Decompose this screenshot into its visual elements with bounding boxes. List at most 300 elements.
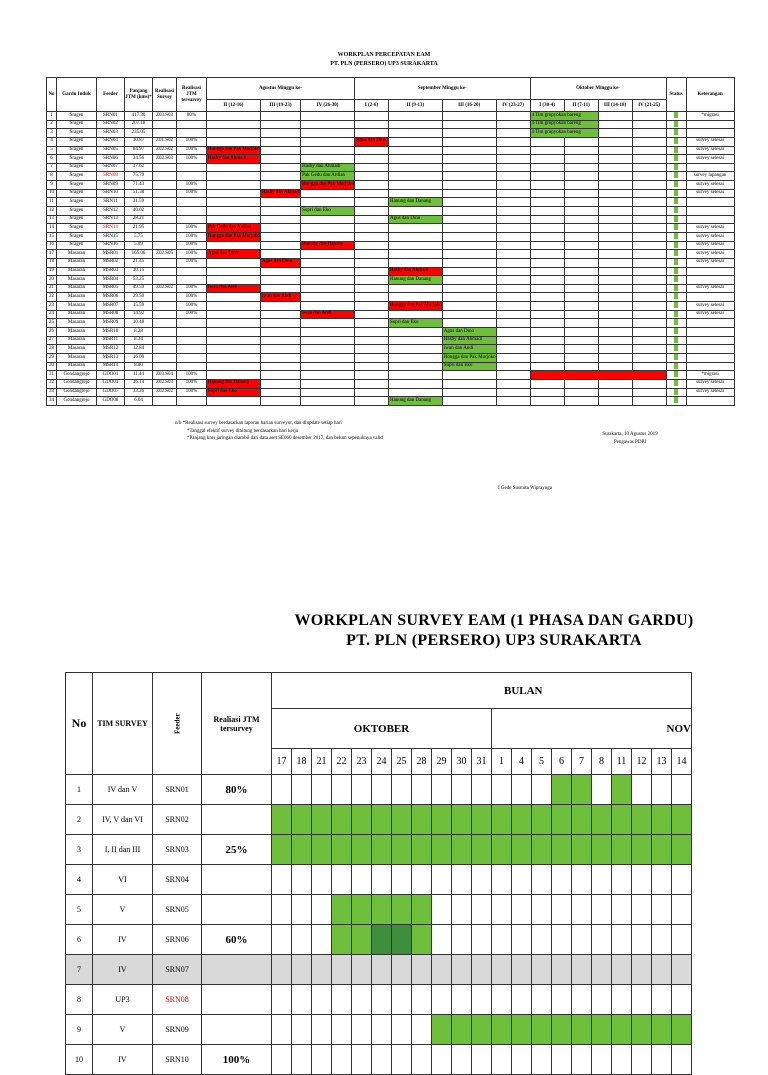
- cell-rs: Z03.S03: [153, 112, 177, 121]
- day-header: 21: [312, 749, 332, 775]
- gantt-bar: Hongga dan Pak Murjoko: [207, 232, 261, 241]
- day-cell: [492, 1045, 512, 1075]
- gantt-cell: [598, 146, 632, 155]
- survey-real: 25%: [202, 835, 272, 865]
- cell-rs: [153, 232, 177, 241]
- day-cell: [672, 985, 692, 1015]
- h2-nov: NOV: [492, 709, 692, 749]
- gantt-cell: [598, 319, 632, 328]
- gantt-cell: [496, 198, 530, 207]
- survey-tim: V: [93, 1015, 153, 1045]
- gantt-cell: [564, 319, 598, 328]
- table-row: [47, 310, 735, 319]
- day-cell: [552, 775, 572, 805]
- day-cell: [472, 895, 492, 925]
- cell-rj: [177, 362, 207, 371]
- day-cell: [432, 955, 452, 985]
- survey-no: 9: [66, 1015, 93, 1045]
- survey-real: [202, 805, 272, 835]
- day-header: 30: [452, 749, 472, 775]
- gantt-cell: [632, 189, 666, 198]
- cell-rs: [153, 198, 177, 207]
- cell-rs: [153, 241, 177, 250]
- status-cell: [666, 267, 686, 276]
- day-cell: [412, 895, 432, 925]
- cell-no: 25: [47, 319, 57, 328]
- day-cell: [312, 805, 332, 835]
- gantt-cell: [598, 353, 632, 362]
- status-cell: [666, 181, 686, 190]
- day-cell: [632, 775, 652, 805]
- gantt-cell: [260, 345, 300, 354]
- cell-rj: 100%: [177, 293, 207, 302]
- gantt-cell: [354, 371, 388, 380]
- day-cell: [492, 895, 512, 925]
- gantt-cell: [530, 172, 564, 181]
- cell-f: MSR03: [97, 267, 125, 276]
- cell-f: SRN01: [97, 112, 125, 121]
- day-cell: [432, 865, 452, 895]
- day-cell: [272, 1045, 292, 1075]
- survey-row: [66, 835, 692, 865]
- gantt-cell: [632, 258, 666, 267]
- gantt-cell: [442, 319, 496, 328]
- day-cell: [352, 985, 372, 1015]
- gantt-cell: [598, 189, 632, 198]
- day-cell: [532, 865, 552, 895]
- gantt-cell: [632, 310, 666, 319]
- gantt-cell: [301, 189, 355, 198]
- status-cell: [666, 258, 686, 267]
- day-cell: [652, 1045, 672, 1075]
- gantt-cell: [207, 345, 261, 354]
- cell-no: 19: [47, 267, 57, 276]
- gantt-cell: [530, 388, 564, 397]
- week-header: II (12-16): [207, 100, 261, 112]
- gantt-cell: [301, 345, 355, 354]
- day-cell: [512, 805, 532, 835]
- cell-f: SRN12: [97, 207, 125, 216]
- gantt-cell: [260, 336, 300, 345]
- gantt-cell: [530, 198, 564, 207]
- gantt-cell: [301, 276, 355, 285]
- week-header: IV (21-25): [632, 100, 666, 112]
- gantt-bar: Iwan dan Andi: [301, 310, 355, 319]
- day-cell: [552, 895, 572, 925]
- day-cell: [572, 1015, 592, 1045]
- gantt-cell: [354, 181, 388, 190]
- cell-gi: Sragen: [57, 129, 97, 138]
- cell-f: MSR13: [97, 353, 125, 362]
- day-cell: [272, 835, 292, 865]
- gantt-cell: [564, 181, 598, 190]
- day-cell: [292, 775, 312, 805]
- gantt-cell: [530, 267, 564, 276]
- day-cell: [592, 895, 612, 925]
- gantt-cell: [260, 112, 300, 121]
- status-cell: [666, 155, 686, 164]
- survey-tim: IV: [93, 1045, 153, 1075]
- gantt-cell: [207, 276, 261, 285]
- cell-gi: Masaran: [57, 258, 97, 267]
- gantt-cell: [207, 302, 261, 311]
- status-indicator: [674, 233, 678, 239]
- cell-no: 31: [47, 371, 57, 380]
- day-cell: [612, 775, 632, 805]
- cell-rj: [177, 345, 207, 354]
- gantt-cell: [260, 362, 300, 371]
- day-cell: [392, 925, 412, 955]
- day-cell: [452, 805, 472, 835]
- day-cell: [312, 835, 332, 865]
- gantt-cell: [207, 371, 261, 380]
- day-cell: [272, 775, 292, 805]
- cell-no: 4: [47, 137, 57, 146]
- gantt-cell: [354, 215, 388, 224]
- cell-rs: [153, 345, 177, 354]
- gantt-cell: [442, 379, 496, 388]
- cell-rs: [153, 224, 177, 233]
- gantt-cell: [354, 284, 388, 293]
- survey-real: 80%: [202, 775, 272, 805]
- status-indicator: [674, 337, 678, 343]
- gantt-cell: [354, 353, 388, 362]
- cell-gi: Sragen: [57, 189, 97, 198]
- cell-p: 49.59: [125, 284, 153, 293]
- gantt-cell: [496, 163, 530, 172]
- cell-no: 1: [47, 112, 57, 121]
- gantt-cell: [632, 181, 666, 190]
- gantt-cell: [564, 353, 598, 362]
- gantt-cell: [354, 345, 388, 354]
- day-cell: [432, 835, 452, 865]
- cell-k: [686, 198, 734, 207]
- table-row: [47, 198, 735, 207]
- cell-f: SRN14: [97, 224, 125, 233]
- gantt-cell: [388, 224, 442, 233]
- day-cell: [452, 925, 472, 955]
- status-cell: [666, 284, 686, 293]
- cell-gi: Masaran: [57, 267, 97, 276]
- gantt-cell: [442, 137, 496, 146]
- cell-rs: [153, 258, 177, 267]
- cell-k: survey selesai: [686, 379, 734, 388]
- gantt-cell: [598, 345, 632, 354]
- gantt-cell: [388, 172, 442, 181]
- cell-no: 8: [47, 172, 57, 181]
- gantt-cell: [496, 112, 530, 121]
- day-cell: [332, 865, 352, 895]
- gantt-cell: [388, 241, 442, 250]
- gantt-cell: [442, 388, 496, 397]
- cell-no: 32: [47, 379, 57, 388]
- table-row: [47, 120, 735, 129]
- gantt-bar: Hasby dan Ahmadi: [388, 267, 442, 276]
- day-cell: [512, 835, 532, 865]
- survey-subtitle: PT. PLN (PERSERO) UP3 SURAKARTA: [346, 632, 642, 649]
- gantt-cell: [598, 276, 632, 285]
- day-cell: [372, 955, 392, 985]
- cell-p: 37.62: [125, 163, 153, 172]
- gantt-cell: [207, 353, 261, 362]
- gantt-cell: [260, 241, 300, 250]
- h2-no: No: [66, 673, 93, 775]
- gantt-cell: [260, 397, 300, 406]
- gantt-cell: [530, 293, 564, 302]
- status-cell: [666, 112, 686, 121]
- status-indicator: [674, 172, 678, 178]
- table-row: [47, 250, 735, 259]
- gantt-cell: [598, 137, 632, 146]
- table-row: [47, 276, 735, 285]
- day-cell: [632, 1015, 652, 1045]
- gantt-bar: Hongga dan Pak Murjoko: [388, 302, 442, 311]
- survey-f: SRN08: [153, 985, 202, 1015]
- gantt-cell: [260, 155, 300, 164]
- gantt-cell: [598, 388, 632, 397]
- gantt-cell: [530, 155, 564, 164]
- cell-no: 11: [47, 198, 57, 207]
- cell-p: 75.79: [125, 172, 153, 181]
- gantt-cell: [632, 163, 666, 172]
- day-cell: [272, 805, 292, 835]
- gantt-cell: [354, 362, 388, 371]
- gantt-cell: [354, 224, 388, 233]
- cell-rj: 100%: [177, 302, 207, 311]
- gantt-cell: [301, 258, 355, 267]
- gantt-cell: [598, 310, 632, 319]
- gantt-cell: [301, 224, 355, 233]
- day-cell: [432, 925, 452, 955]
- status-cell: [666, 250, 686, 259]
- gantt-cell: [564, 207, 598, 216]
- gantt-cell: [632, 146, 666, 155]
- day-cell: [532, 955, 552, 985]
- day-cell: [412, 1015, 432, 1045]
- gantt-cell: [564, 379, 598, 388]
- gantt-cell: [442, 120, 496, 129]
- day-header: 8: [592, 749, 612, 775]
- table-row: [47, 388, 735, 397]
- status-cell: [666, 362, 686, 371]
- gantt-cell: [632, 276, 666, 285]
- cell-f: SRN16: [97, 241, 125, 250]
- cell-p: 15.59: [125, 302, 153, 311]
- gantt-cell: [598, 379, 632, 388]
- day-header: 18: [292, 749, 312, 775]
- gantt-cell: [260, 181, 300, 190]
- day-cell: [492, 865, 512, 895]
- day-cell: [492, 805, 512, 835]
- day-cell: [312, 1015, 332, 1045]
- gantt-cell: [388, 232, 442, 241]
- day-cell: [432, 1015, 452, 1045]
- gantt-cell: [207, 137, 261, 146]
- cell-rs: Z03.S04: [153, 371, 177, 380]
- gantt-cell: [564, 241, 598, 250]
- survey-f: SRN01: [153, 775, 202, 805]
- cell-k: survey lapangan: [686, 172, 734, 181]
- day-header: 13: [652, 749, 672, 775]
- gantt-cell: [530, 189, 564, 198]
- gantt-cell: [354, 302, 388, 311]
- day-cell: [392, 805, 412, 835]
- status-cell: [666, 146, 686, 155]
- table-row: [47, 207, 735, 216]
- cell-k: *migrasi: [686, 112, 734, 121]
- cell-gi: Masaran: [57, 319, 97, 328]
- gantt-cell: [564, 232, 598, 241]
- gantt-cell: [496, 232, 530, 241]
- day-cell: [472, 835, 492, 865]
- gantt-cell: [354, 198, 388, 207]
- cell-p: 8.00: [125, 362, 153, 371]
- day-cell: [612, 985, 632, 1015]
- day-cell: [412, 835, 432, 865]
- cell-gi: Sragen: [57, 163, 97, 172]
- day-cell: [672, 955, 692, 985]
- h-panjang: Panjang JTM (kms)*: [125, 78, 153, 112]
- cell-rs: Z02.S02: [153, 146, 177, 155]
- table-row: [47, 379, 735, 388]
- cell-f: MSR11: [97, 336, 125, 345]
- gantt-cell: [442, 276, 496, 285]
- day-header: 17: [272, 749, 292, 775]
- cell-rj: 100%: [177, 379, 207, 388]
- day-cell: [532, 1015, 552, 1045]
- cell-rs: Z01.S02: [153, 137, 177, 146]
- cell-k: [686, 215, 734, 224]
- cell-k: *migrasi: [686, 371, 734, 380]
- table-row: [47, 362, 735, 371]
- cell-rj: 100%: [177, 258, 207, 267]
- h2-bulan: BULAN: [272, 673, 692, 709]
- cell-rs: Z02.S05: [153, 250, 177, 259]
- cell-rs: Z02.S03: [153, 155, 177, 164]
- survey-no: 1: [66, 775, 93, 805]
- gantt-cell: [388, 345, 442, 354]
- gantt-cell: [564, 388, 598, 397]
- day-cell: [652, 955, 672, 985]
- status-indicator: [674, 371, 678, 377]
- gantt-cell: [260, 319, 300, 328]
- cell-rj: 100%: [177, 284, 207, 293]
- cell-rs: [153, 129, 177, 138]
- cell-rs: [153, 181, 177, 190]
- gantt-cell: [388, 207, 442, 216]
- table-row: [47, 371, 735, 380]
- cell-k: [686, 336, 734, 345]
- gantt-cell: [496, 276, 530, 285]
- gantt-cell: [260, 207, 300, 216]
- cell-f: SRN05: [97, 146, 125, 155]
- gantt-cell: [388, 181, 442, 190]
- table-row: [47, 163, 735, 172]
- survey-no: 7: [66, 955, 93, 985]
- day-cell: [292, 1045, 312, 1075]
- day-cell: [572, 985, 592, 1015]
- gantt-cell: [632, 241, 666, 250]
- cell-rs: [153, 215, 177, 224]
- status-cell: [666, 224, 686, 233]
- cell-p: 71.43: [125, 181, 153, 190]
- day-cell: [272, 955, 292, 985]
- cell-k: survey selesai: [686, 189, 734, 198]
- day-cell: [312, 865, 332, 895]
- day-cell: [532, 985, 552, 1015]
- cell-gi: Sragen: [57, 207, 97, 216]
- gantt-cell: [388, 112, 442, 121]
- day-cell: [572, 865, 592, 895]
- gantt-cell: [207, 189, 261, 198]
- survey-row: [66, 865, 692, 895]
- cell-f: GDO08: [97, 397, 125, 406]
- day-cell: [552, 1045, 572, 1075]
- gantt-cell: [260, 137, 300, 146]
- day-cell: [592, 1045, 612, 1075]
- cell-gi: Sragen: [57, 181, 97, 190]
- day-cell: [352, 1015, 372, 1045]
- table-row: [47, 224, 735, 233]
- gantt-cell: [496, 155, 530, 164]
- day-cell: [292, 955, 312, 985]
- cell-gi: Sragen: [57, 172, 97, 181]
- day-cell: [272, 925, 292, 955]
- day-cell: [592, 1015, 612, 1045]
- cell-rs: [153, 336, 177, 345]
- day-header: 31: [472, 749, 492, 775]
- table-row: [47, 319, 735, 328]
- day-cell: [532, 895, 552, 925]
- gantt-cell: [564, 328, 598, 337]
- day-cell: [272, 865, 292, 895]
- status-indicator: [674, 129, 678, 135]
- table-row: [47, 336, 735, 345]
- day-cell: [392, 775, 412, 805]
- gantt-cell: [442, 172, 496, 181]
- gantt-cell: [496, 336, 530, 345]
- gantt-bar: Hanung dan Danang: [301, 241, 355, 250]
- cell-p: 5.09: [125, 241, 153, 250]
- cell-no: 27: [47, 336, 57, 345]
- day-cell: [312, 775, 332, 805]
- gantt-cell: [442, 310, 496, 319]
- cell-gi: Masaran: [57, 302, 97, 311]
- gantt-cell: [388, 137, 442, 146]
- day-cell: [592, 775, 612, 805]
- cell-f: SRN07: [97, 163, 125, 172]
- gantt-cell: [301, 371, 355, 380]
- cell-p: 30.87: [125, 137, 153, 146]
- cell-gi: Masaran: [57, 362, 97, 371]
- cell-p: 84.97: [125, 146, 153, 155]
- day-cell: [672, 805, 692, 835]
- cell-no: 13: [47, 215, 57, 224]
- gantt-cell: [632, 172, 666, 181]
- day-cell: [372, 925, 392, 955]
- h2-feeder: Feeder: [153, 673, 202, 775]
- gantt-cell: [301, 362, 355, 371]
- gantt-cell: [260, 198, 300, 207]
- gantt-cell: [354, 146, 388, 155]
- gantt-cell: [207, 241, 261, 250]
- gantt-bar: Hanung dan Danang: [388, 198, 442, 207]
- day-cell: [412, 775, 432, 805]
- gantt-cell: [207, 198, 261, 207]
- gantt-cell: [496, 137, 530, 146]
- day-cell: [532, 835, 552, 865]
- cell-no: 16: [47, 241, 57, 250]
